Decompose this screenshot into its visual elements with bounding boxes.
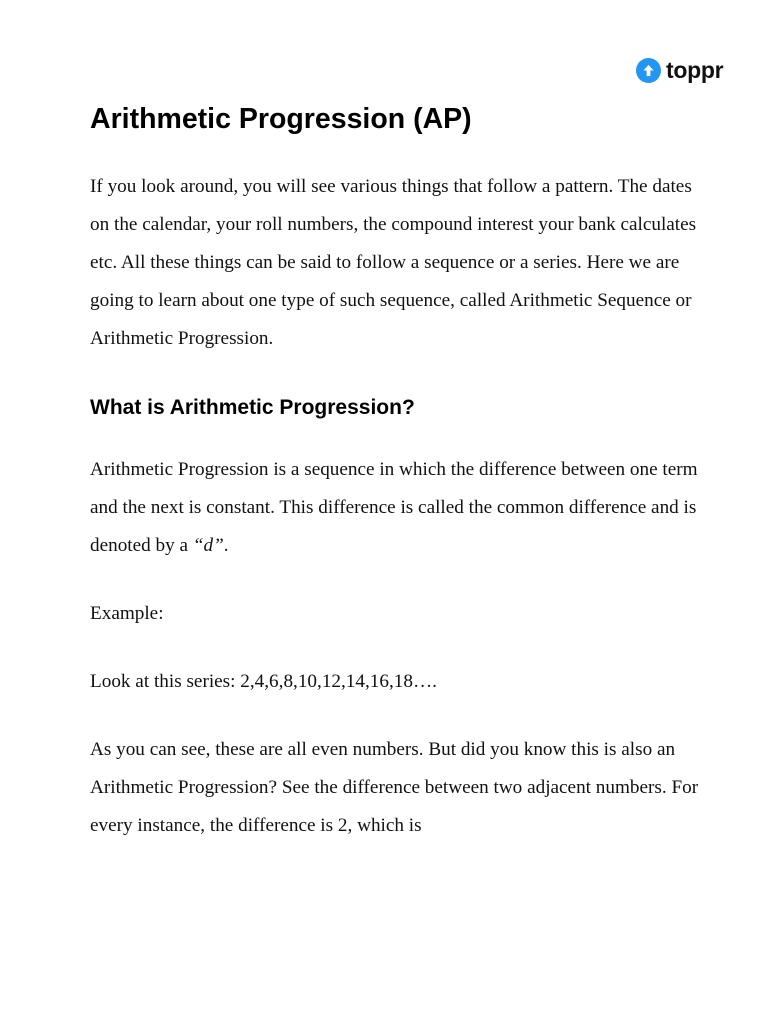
definition-text: Arithmetic Progression is a sequence in which the difference between one term and the next is constant. This difference is called the common difference and is denoted by a bbox=[90, 459, 698, 556]
definition-paragraph bbox=[90, 451, 710, 565]
common-difference-symbol: “d” bbox=[192, 535, 224, 556]
page-title: Arithmetic Progression (AP) bbox=[90, 103, 472, 135]
section-heading: What is Arithmetic Progression? bbox=[90, 396, 415, 419]
intro-paragraph: If you look around, you will see various things that follow a pattern. The dates on the calendar, your roll numbers, the compound interest your bank calculates etc. All these things can be said to follow a sequence or a series. Here we are going to learn about one type of such sequence, called Arithmetic Sequence or Arithmetic Progression. bbox=[90, 176, 697, 349]
example-label: Example: bbox=[90, 603, 164, 624]
definition-end: . bbox=[223, 535, 229, 556]
series-paragraph: Look at this series: 2,4,6,8,10,12,14,16,18…. bbox=[90, 671, 437, 692]
brand-logo bbox=[636, 56, 723, 84]
brand-name: toppr bbox=[666, 57, 724, 83]
explanation-paragraph: As you can see, these are all even numbers. But did you know this is also an Arithmetic Progression? See the difference between two adjacent numbers. For every instance, the difference is 2, which is bbox=[90, 739, 699, 836]
document-body bbox=[90, 100, 710, 845]
up-arrow-circle-icon bbox=[636, 58, 661, 83]
